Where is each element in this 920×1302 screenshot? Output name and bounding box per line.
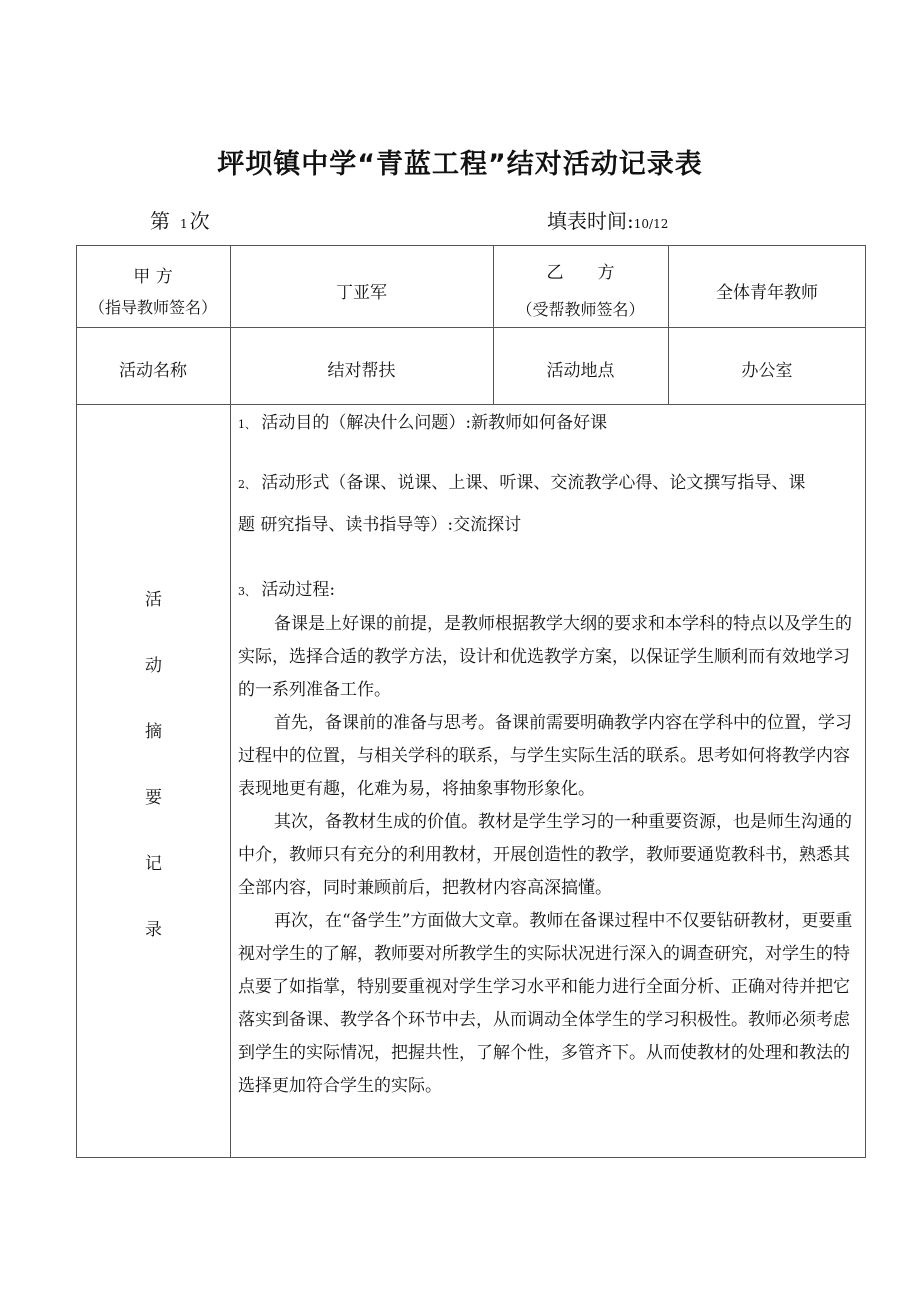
- activity-place: 办公室: [741, 361, 793, 381]
- summary-label-char: 摘: [145, 722, 162, 742]
- party-a-cell: [76, 262, 230, 318]
- process-paragraph: 备课是上好课的前提，是教师根据教学大纲的要求和本学科的特点以及学生的实际，选择合适的教学方法，设计和优选教学方案，以保证学生顺利而有效地学习的一系列准备工作。: [238, 614, 852, 700]
- session-number: [150, 205, 210, 234]
- column-divider: [230, 245, 231, 1158]
- row-divider: [76, 404, 866, 405]
- summary-item-3: [238, 574, 858, 1103]
- process-paragraph: 首先，备课前的准备与思考。备课前需要明确教学内容在学科中的位置，学习过程中的位置，与相关学科的联系，与学生实际生活的联系。思考如何将教学内容表现地更有趣，化难为易，将抽象事物形象化。: [238, 713, 852, 799]
- session-value: 1: [180, 217, 188, 231]
- summary-label-char: 动: [145, 656, 162, 676]
- summary-label-char: 要: [145, 788, 162, 808]
- party-b-name: 全体青年教师: [716, 283, 818, 303]
- activity-place-label: 活动地点: [546, 361, 615, 381]
- process-paragraph: 其次，备教材生成的价值。教材是学生学习的一种重要资源，也是师生沟通的中介，教师只有充分的利用教材，开展创造性的教学，教师要通览教科书，熟悉其全部内容，同时兼顾前后，把教材内容高深搞懂。: [238, 812, 852, 898]
- session-prefix: 第: [150, 209, 170, 233]
- item-number: 1、: [238, 418, 256, 431]
- item-text: 活动形式（备课、说课、上课、听课、交流教学心得、论文撰写指导、课: [261, 473, 806, 493]
- summary-label-char: 录: [145, 920, 162, 940]
- session-suffix: 次: [189, 209, 210, 233]
- page-title: 坪坝镇中学“青蓝工程”结对活动记录表: [217, 149, 703, 180]
- fill-date-value: 10/12: [633, 217, 669, 231]
- fill-date-label: 填表时间:: [547, 209, 634, 233]
- item-text: 活动过程:: [261, 580, 336, 600]
- summary-label-char: 活: [145, 590, 162, 610]
- party-a-label: 甲 方: [133, 267, 173, 287]
- summary-label-char: 记: [145, 854, 162, 874]
- party-b-cell: [493, 258, 668, 320]
- activity-name: 结对帮扶: [327, 361, 396, 381]
- summary-item-1: [238, 407, 858, 441]
- fill-date: [547, 205, 668, 234]
- summary-item-2: [238, 467, 858, 542]
- item-number: 3、: [238, 585, 256, 598]
- item-number: 2、: [238, 478, 256, 491]
- row-divider: [76, 327, 866, 328]
- party-a-sub: （指导教师签名）: [88, 298, 217, 317]
- item-text-continued: 题 研究指导、读书指导等）:交流探讨: [238, 515, 522, 535]
- activity-name-label: 活动名称: [119, 361, 187, 381]
- party-b-sub: （受帮教师签名）: [516, 300, 645, 319]
- process-paragraph: 再次，在“备学生”方面做大文章。教师在备课过程中不仅要钻研教材，更要重视对学生的了解，教师要对所教学生的实际状况进行深入的调查研究，对学生的特点要了如指掌，特别要重视对学生学习水平和能力进行全面分析、正确对待并把它落实到备课、教学各个环节中去，从而调动全体学生的学习积极性。教师必须考虑到学生的实际情况，把握共性，了解个性，多管齐下。从而使教材的处理和教法的选择更加符合学生的实际。: [238, 911, 853, 1096]
- item-text: 活动目的（解决什么问题）:新教师如何备好课: [261, 413, 608, 433]
- party-b-label: 乙 方: [546, 263, 615, 283]
- party-a-name: 丁亚军: [336, 283, 387, 303]
